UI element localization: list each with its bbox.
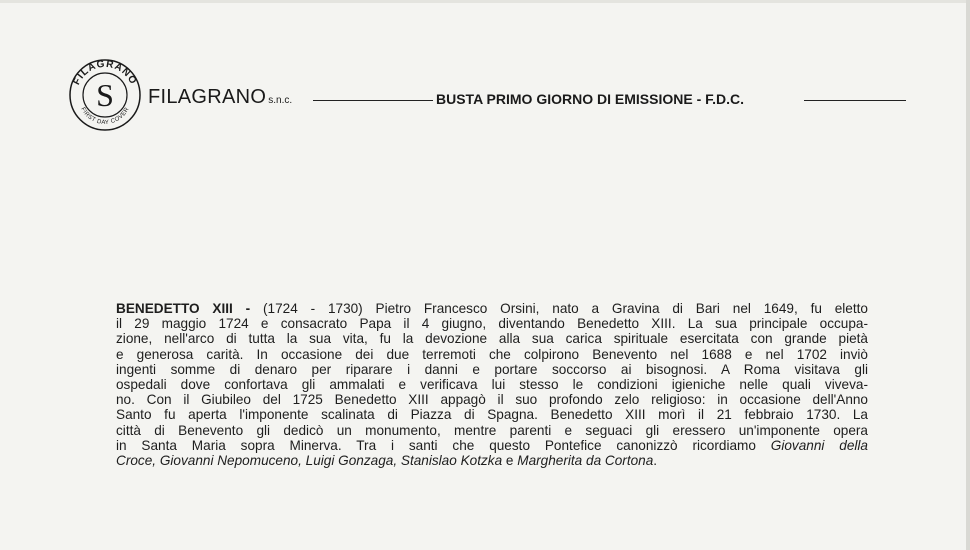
saints-names-2: Croce, Giovanni Nepomuceno, Luigi Gonzaga, Stanislao Kotzka bbox=[116, 453, 503, 469]
logo-letter: S bbox=[96, 77, 114, 113]
header-rule-left bbox=[313, 100, 433, 101]
text-line-6: ospedali dove confortava gli ammalati e verificava lui stesso le condizioni igieniche nelle quali viveva- bbox=[116, 377, 868, 393]
text-line-4: e generosa carità. In occasione dei due terremoti che colpirono Benevento nel 1688 e nel 1702 inviò bbox=[116, 346, 868, 362]
biography-text bbox=[116, 301, 868, 468]
header-rule-right bbox=[804, 100, 906, 101]
text-line-9: città di Benevento gli dedicò un monumento, mentre parenti e seguaci gli eressero un'imponente opera bbox=[116, 422, 868, 438]
bio-heading: BENEDETTO XIII - bbox=[116, 301, 251, 316]
text-line-2: il 29 maggio 1724 e consacrato Papa il 4 giugno, diventando Benedetto XIII. La sua principale occupa- bbox=[116, 316, 868, 332]
header bbox=[68, 58, 908, 138]
text-line-3: zione, nell'arco di tutta la sua vita, fu la devozione alla sua carica spirituale esercitata con grande pietà bbox=[116, 331, 868, 347]
text-line-7: no. Con il Giubileo del 1725 Benedetto XIII appagò il suo profondo zelo religioso: in occasione dell'Anno bbox=[116, 392, 868, 408]
logo-ring-bottom-text: FIRST DAY COVER bbox=[79, 106, 131, 127]
text-line-5: ingenti somme di denaro per riparare i danni e portare soccorso ai bisognosi. A Roma visitava gli bbox=[116, 361, 868, 377]
text-line-10: in Santa Maria sopra Minerva. Tra i santi che questo Pontefice canonizzò ricordiamo Giovanni della bbox=[116, 437, 868, 453]
filagrano-seal-icon bbox=[68, 58, 142, 132]
filagrano-logo bbox=[68, 58, 142, 132]
brand-suffix: s.n.c. bbox=[268, 95, 293, 106]
text-line-1: BENEDETTO XIII - (1724 - 1730) Pietro Francesco Orsini, nato a Gravina di Bari nel 1649, fu eletto bbox=[116, 301, 868, 316]
brand bbox=[148, 86, 292, 109]
paper-right-edge bbox=[966, 0, 970, 550]
paper-top-edge bbox=[0, 0, 970, 3]
saints-names-3: Margherita da Cortona bbox=[517, 453, 654, 469]
text-line-11: Croce, Giovanni Nepomuceno, Luigi Gonzaga, Stanislao Kotzka e Margherita da Cortona. bbox=[116, 453, 658, 469]
text-line-8: Santo fu aperta l'imponente scalinata di Piazza di Spagna. Benedetto XIII morì il 21 febbraio 1730. La bbox=[116, 407, 868, 423]
logo-ring-top-text: FILAGRANO bbox=[71, 58, 139, 87]
saints-names-1: Giovanni della bbox=[770, 437, 868, 453]
header-title: BUSTA PRIMO GIORNO DI EMISSIONE - F.D.C. bbox=[436, 91, 745, 107]
brand-name: FILAGRANO bbox=[148, 86, 267, 108]
